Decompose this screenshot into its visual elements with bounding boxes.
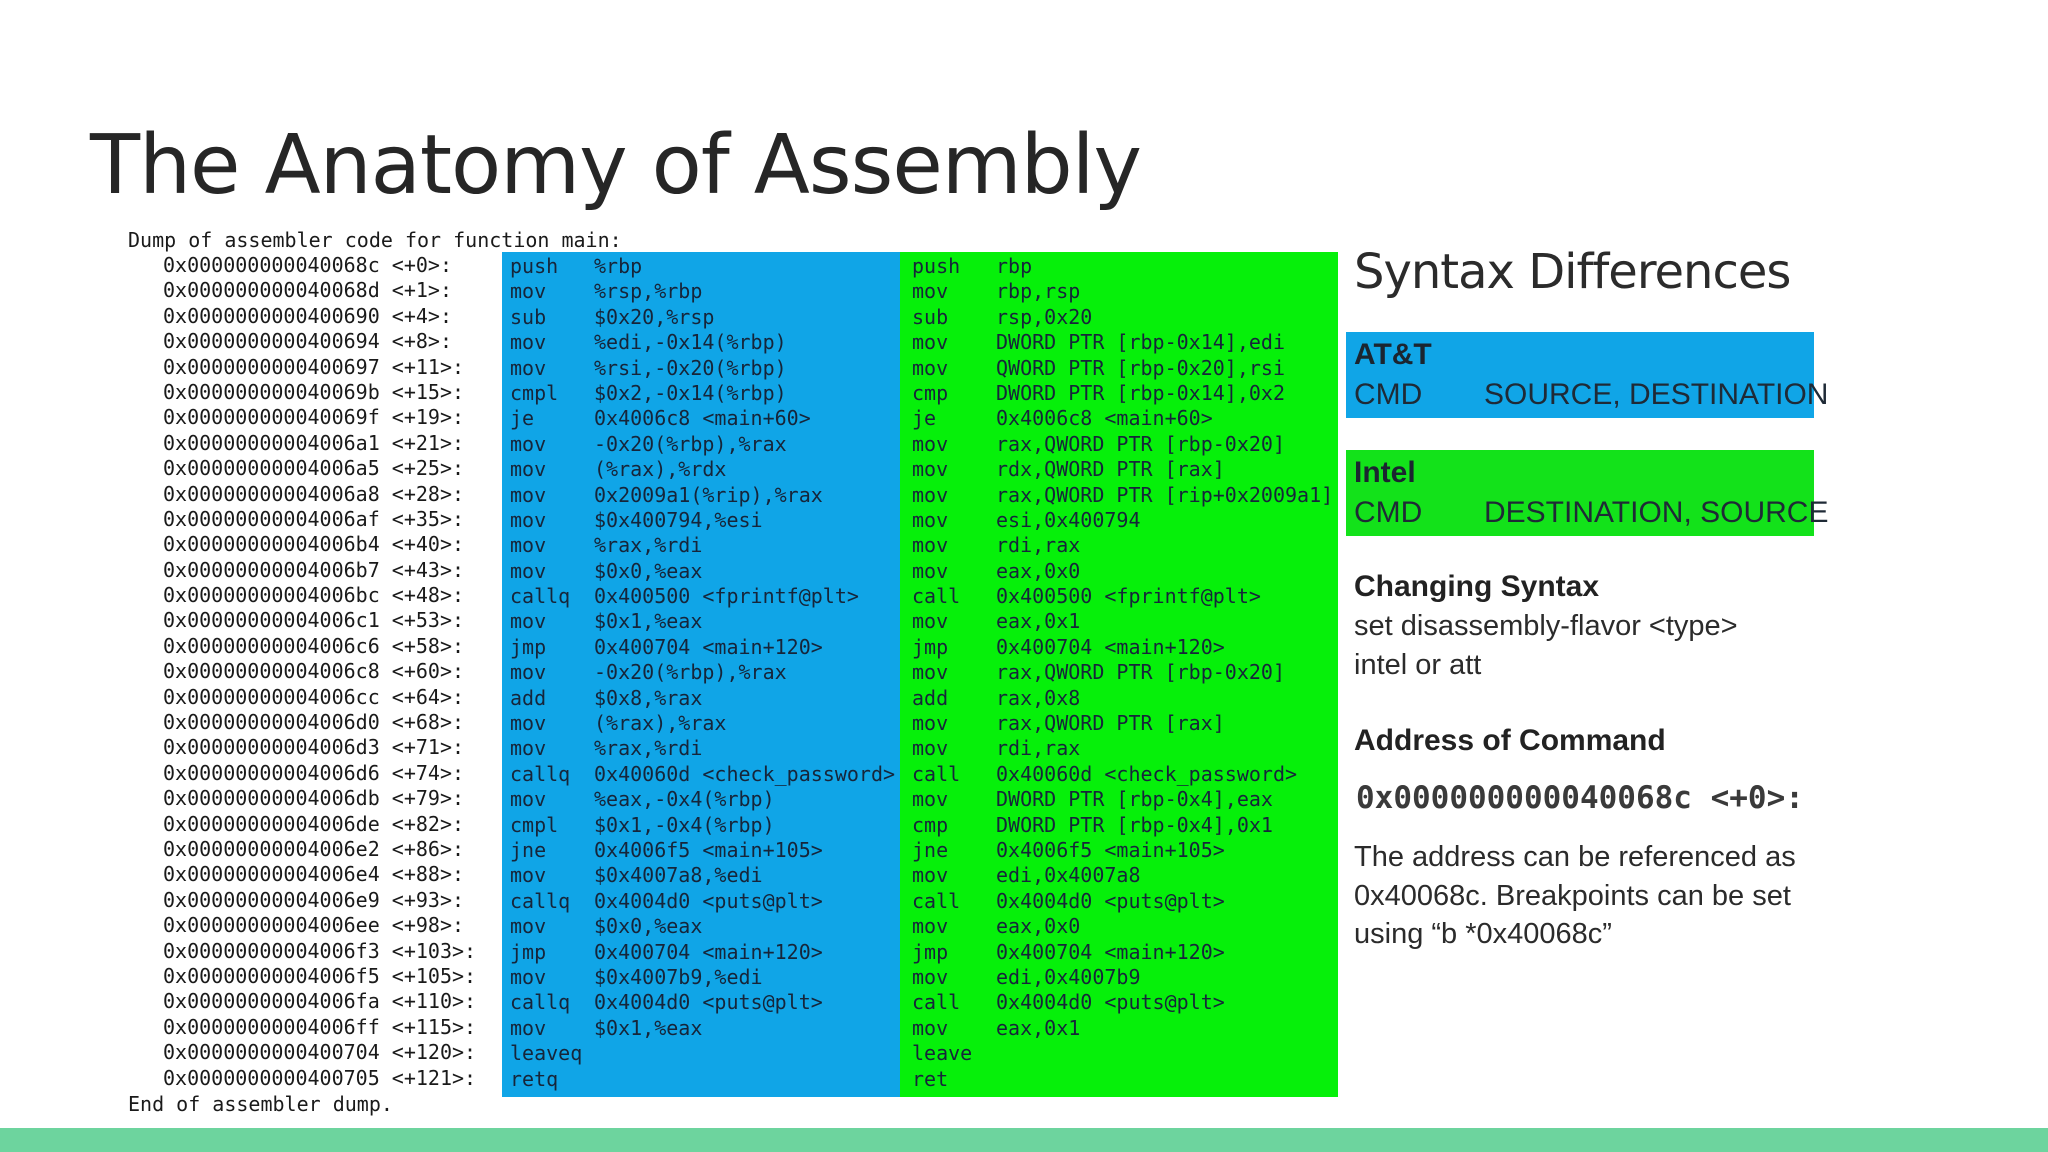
intel-operands: rbp [996,254,1033,278]
att-mnemonic: je [510,406,535,431]
att-instruction-row [510,457,895,482]
intel-instruction-row [912,1016,1333,1041]
att-instruction-row [510,813,895,838]
att-instruction-row [510,1041,895,1066]
att-operands: $0x400794,%esi [594,507,763,532]
intel-mnemonic: mov [912,1015,949,1040]
att-instruction-row [510,787,895,812]
intel-mnemonic: leave [912,1041,973,1066]
intel-instruction-row [912,457,1333,482]
att-operands: $0x1,-0x4(%rbp) [594,812,775,837]
address-row: 0x00000000004006a1 <+21>: [163,430,465,455]
att-instruction-row [510,686,895,711]
intel-mnemonic: jmp [912,634,949,659]
intel-instruction-row [912,381,1333,406]
intel-instruction-row [912,508,1333,533]
address-row: 0x000000000040068d <+1>: [163,278,452,303]
att-mnemonic: add [510,685,547,710]
intel-operands: rax,QWORD PTR [rax] [996,711,1225,736]
att-instruction-row [510,863,895,888]
address-row: 0x0000000000400705 <+121>: [163,1065,477,1090]
intel-legend-cmd: CMD [1354,496,1423,529]
intel-operands: DWORD PTR [rbp-0x4],0x1 [996,812,1273,837]
intel-mnemonic: mov [912,787,949,812]
att-mnemonic: mov [510,279,547,304]
intel-instruction-list [912,254,1333,1092]
address-row: 0x00000000004006e2 <+86>: [163,836,465,861]
address-row: 0x00000000004006d6 <+74>: [163,760,465,785]
intel-mnemonic: jmp [912,939,949,964]
att-mnemonic: mov [510,507,547,532]
att-operands: (%rax),%rdx [594,457,727,482]
intel-operands: edi,0x4007a8 [996,863,1141,888]
att-mnemonic: mov [510,660,547,685]
intel-instruction-row [912,584,1333,609]
att-operands: $0x0,%eax [594,558,703,583]
intel-operands: 0x400704 <main+120> [996,939,1225,964]
att-legend-cmd: CMD [1354,378,1423,411]
intel-mnemonic: mov [912,863,949,888]
att-operands: 0x4006c8 <main+60> [594,406,811,431]
att-operands: 0x2009a1(%rip),%rax [594,482,823,507]
address-note-line2: 0x40068c. Breakpoints can be set [1354,880,1791,912]
att-instruction-row [510,1067,895,1092]
intel-instruction-row [912,635,1333,660]
att-operands: 0x400704 <main+120> [594,939,823,964]
att-syntax-panel [502,252,900,1097]
att-operands: $0x1,%eax [594,609,703,634]
att-operands: %rax,%rdi [594,533,703,558]
att-mnemonic: cmpl [510,380,559,405]
intel-legend-name: Intel [1354,456,1416,489]
intel-instruction-row [912,609,1333,634]
intel-operands: edi,0x4007b9 [996,964,1141,989]
address-note-line3: using “b *0x40068c” [1354,918,1612,950]
intel-operands: 0x4006c8 <main+60> [996,406,1213,431]
address-row: 0x00000000004006bc <+48>: [163,583,465,608]
address-row: 0x00000000004006f3 <+103>: [163,938,477,963]
att-instruction-row [510,609,895,634]
intel-instruction-row [912,990,1333,1015]
att-mnemonic: leaveq [510,1041,583,1066]
att-mnemonic: mov [510,787,547,812]
att-mnemonic: mov [510,914,547,939]
address-note-line1: The address can be referenced as [1354,841,1796,873]
att-instruction-row [510,914,895,939]
intel-mnemonic: mov [912,914,949,939]
intel-operands: 0x4004d0 <puts@plt> [996,990,1225,1015]
footer-accent-bar [0,1128,2048,1152]
intel-operands: esi,0x400794 [996,507,1141,532]
intel-instruction-row [912,559,1333,584]
intel-operands: eax,0x0 [996,914,1081,939]
intel-mnemonic: call [912,584,961,609]
att-operands: %rsi,-0x20(%rbp) [594,355,787,380]
intel-mnemonic: add [912,685,949,710]
att-instruction-row [510,483,895,508]
att-operands: 0x400704 <main+120> [594,634,823,659]
intel-mnemonic: mov [912,482,949,507]
changing-syntax-line2: intel or att [1354,649,1482,681]
att-instruction-row [510,660,895,685]
intel-instruction-row [912,940,1333,965]
intel-instruction-row [912,686,1333,711]
intel-instruction-row [912,330,1333,355]
att-instruction-row [510,965,895,990]
address-row: 0x00000000004006e9 <+93>: [163,887,465,912]
address-row: 0x00000000004006d3 <+71>: [163,735,465,760]
intel-instruction-row [912,863,1333,888]
intel-mnemonic: call [912,761,961,786]
att-instruction-row [510,584,895,609]
att-mnemonic: jne [510,837,547,862]
intel-mnemonic: mov [912,279,949,304]
intel-operands: rdi,rax [996,533,1081,558]
att-mnemonic: callq [510,584,571,609]
address-row: 0x000000000040069f <+19>: [163,405,465,430]
address-row: 0x00000000004006c6 <+58>: [163,633,465,658]
att-mnemonic: mov [510,863,547,888]
intel-mnemonic: mov [912,457,949,482]
att-operands: $0x8,%rax [594,685,703,710]
intel-operands: 0x4004d0 <puts@plt> [996,888,1225,913]
address-row: 0x00000000004006db <+79>: [163,786,465,811]
intel-operands: eax,0x1 [996,1015,1081,1040]
att-operands: %edi,-0x14(%rbp) [594,330,787,355]
att-operands: 0x4004d0 <puts@plt> [594,990,823,1015]
intel-mnemonic: sub [912,304,949,329]
att-instruction-list [510,254,895,1092]
att-instruction-row [510,406,895,431]
intel-mnemonic: je [912,406,937,431]
att-mnemonic: retq [510,1066,559,1091]
address-of-command-heading: Address of Command [1354,724,1666,757]
att-mnemonic: mov [510,533,547,558]
att-instruction-row [510,356,895,381]
att-instruction-row [510,889,895,914]
address-row: 0x00000000004006fa <+110>: [163,989,477,1014]
att-operands: 0x40060d <check_password> [594,761,896,786]
intel-instruction-row [912,965,1333,990]
att-instruction-row [510,1016,895,1041]
intel-mnemonic: call [912,990,961,1015]
att-operands: (%rax),%rax [594,711,727,736]
intel-mnemonic: mov [912,711,949,736]
intel-mnemonic: mov [912,736,949,761]
att-operands: $0x4007a8,%edi [594,863,763,888]
intel-operands: 0x4006f5 <main+105> [996,837,1225,862]
att-operands: %eax,-0x4(%rbp) [594,787,775,812]
intel-instruction-row [912,711,1333,736]
att-operands: %rax,%rdi [594,736,703,761]
att-instruction-row [510,838,895,863]
att-instruction-row [510,990,895,1015]
att-mnemonic: jmp [510,939,547,964]
dump-footer: End of assembler dump. [128,1092,393,1116]
att-instruction-row [510,635,895,660]
intel-operands: QWORD PTR [rbp-0x20],rsi [996,355,1285,380]
changing-syntax-line1: set disassembly-flavor <type> [1354,610,1738,642]
intel-mnemonic: mov [912,660,949,685]
att-mnemonic: sub [510,304,547,329]
att-operands: $0x1,%eax [594,1015,703,1040]
intel-mnemonic: mov [912,533,949,558]
intel-operands: rax,QWORD PTR [rbp-0x20] [996,660,1285,685]
att-operands: -0x20(%rbp),%rax [594,431,787,456]
att-instruction-row [510,736,895,761]
att-mnemonic: mov [510,736,547,761]
intel-instruction-row [912,762,1333,787]
att-mnemonic: mov [510,355,547,380]
address-row: 0x0000000000400697 <+11>: [163,354,465,379]
intel-instruction-row [912,813,1333,838]
intel-legend-box [1346,450,1829,536]
att-mnemonic: mov [510,482,547,507]
syntax-differences-heading: Syntax Differences [1354,244,1791,300]
intel-instruction-row [912,1067,1333,1092]
att-mnemonic: mov [510,457,547,482]
intel-operands: rbp,rsp [996,279,1081,304]
intel-mnemonic: mov [912,355,949,380]
address-row: 0x00000000004006cc <+64>: [163,684,465,709]
att-instruction-row [510,711,895,736]
intel-operands: 0x40060d <check_password> [996,761,1298,786]
att-operands: -0x20(%rbp),%rax [594,660,787,685]
intel-instruction-row [912,533,1333,558]
address-row: 0x0000000000400704 <+120>: [163,1040,477,1065]
intel-operands: rax,QWORD PTR [rbp-0x20] [996,431,1285,456]
att-operands: $0x0,%eax [594,914,703,939]
intel-operands: DWORD PTR [rbp-0x14],0x2 [996,380,1285,405]
att-operands: %rbp [594,254,643,278]
att-operands: 0x400500 <fprintf@plt> [594,584,859,609]
intel-instruction-row [912,279,1333,304]
att-instruction-row [510,381,895,406]
intel-mnemonic: cmp [912,380,949,405]
intel-instruction-row [912,787,1333,812]
intel-instruction-row [912,1041,1333,1066]
intel-instruction-row [912,660,1333,685]
att-instruction-row [510,508,895,533]
intel-instruction-row [912,406,1333,431]
changing-syntax-heading: Changing Syntax [1354,570,1600,603]
intel-operands: eax,0x1 [996,609,1081,634]
att-operands: 0x4004d0 <puts@plt> [594,888,823,913]
att-instruction-row [510,330,895,355]
att-instruction-row [510,762,895,787]
intel-instruction-row [912,432,1333,457]
att-mnemonic: push [510,254,559,278]
address-row: 0x000000000040068c <+0>: [163,253,452,277]
intel-operands: DWORD PTR [rbp-0x4],eax [996,787,1273,812]
att-legend-box [1346,332,1829,418]
att-mnemonic: mov [510,711,547,736]
att-mnemonic: mov [510,1015,547,1040]
intel-instruction-row [912,356,1333,381]
intel-operands: 0x400704 <main+120> [996,634,1225,659]
att-operands: %rsp,%rbp [594,279,703,304]
att-legend-name: AT&T [1354,338,1432,371]
intel-operands: DWORD PTR [rbp-0x14],edi [996,330,1285,355]
intel-syntax-panel [900,252,1338,1097]
att-mnemonic: callq [510,888,571,913]
att-mnemonic: jmp [510,634,547,659]
address-row: 0x00000000004006a5 <+25>: [163,456,465,481]
intel-mnemonic: jne [912,837,949,862]
intel-instruction-row [912,254,1333,279]
att-mnemonic: mov [510,609,547,634]
intel-operands: rax,0x8 [996,685,1081,710]
address-row: 0x00000000004006b4 <+40>: [163,532,465,557]
address-row: 0x00000000004006de <+82>: [163,811,465,836]
address-row: 0x00000000004006d0 <+68>: [163,710,465,735]
address-row: 0x000000000040069b <+15>: [163,379,465,404]
address-row: 0x00000000004006a8 <+28>: [163,481,465,506]
intel-instruction-row [912,736,1333,761]
att-mnemonic: mov [510,330,547,355]
address-row: 0x00000000004006ee <+98>: [163,913,465,938]
att-operands: 0x4006f5 <main+105> [594,837,823,862]
att-instruction-row [510,940,895,965]
intel-mnemonic: mov [912,431,949,456]
address-row: 0x00000000004006e4 <+88>: [163,862,465,887]
intel-operands: rax,QWORD PTR [rip+0x2009a1] [996,482,1334,507]
intel-mnemonic: push [912,254,961,278]
intel-instruction-row [912,914,1333,939]
address-row: 0x00000000004006c8 <+60>: [163,659,465,684]
intel-mnemonic: call [912,888,961,913]
att-operands: $0x2,-0x14(%rbp) [594,380,787,405]
address-column [163,253,476,1091]
att-mnemonic: callq [510,761,571,786]
address-row: 0x00000000004006b7 <+43>: [163,557,465,582]
intel-mnemonic: mov [912,609,949,634]
intel-instruction-row [912,838,1333,863]
att-instruction-row [510,533,895,558]
intel-operands: rdi,rax [996,736,1081,761]
intel-instruction-row [912,305,1333,330]
intel-instruction-row [912,483,1333,508]
att-operands: $0x20,%rsp [594,304,715,329]
att-mnemonic: cmpl [510,812,559,837]
address-row: 0x00000000004006af <+35>: [163,506,465,531]
address-row: 0x0000000000400694 <+8>: [163,329,452,354]
intel-operands: rsp,0x20 [996,304,1093,329]
intel-mnemonic: ret [912,1066,949,1091]
intel-mnemonic: cmp [912,812,949,837]
intel-mnemonic: mov [912,964,949,989]
address-row: 0x00000000004006f5 <+105>: [163,963,477,988]
att-legend-order: SOURCE, DESTINATION [1484,378,1829,411]
att-instruction-row [510,279,895,304]
att-operands: $0x4007b9,%edi [594,964,763,989]
att-instruction-row [510,305,895,330]
address-row: 0x0000000000400690 <+4>: [163,303,452,328]
intel-legend-order: DESTINATION, SOURCE [1484,496,1829,529]
address-row: 0x00000000004006c1 <+53>: [163,608,465,633]
att-mnemonic: callq [510,990,571,1015]
address-row: 0x00000000004006ff <+115>: [163,1014,477,1039]
att-instruction-row [510,559,895,584]
slide-title: The Anatomy of Assembly [90,118,1142,213]
intel-operands: eax,0x0 [996,558,1081,583]
intel-operands: 0x400500 <fprintf@plt> [996,584,1261,609]
att-instruction-row [510,254,895,279]
att-mnemonic: mov [510,964,547,989]
intel-mnemonic: mov [912,558,949,583]
address-example: 0x000000000040068c <+0>: [1356,780,1804,816]
att-instruction-row [510,432,895,457]
dump-header: Dump of assembler code for function main: [128,228,622,252]
intel-instruction-row [912,889,1333,914]
att-mnemonic: mov [510,431,547,456]
intel-mnemonic: mov [912,507,949,532]
intel-mnemonic: mov [912,330,949,355]
att-mnemonic: mov [510,558,547,583]
intel-operands: rdx,QWORD PTR [rax] [996,457,1225,482]
